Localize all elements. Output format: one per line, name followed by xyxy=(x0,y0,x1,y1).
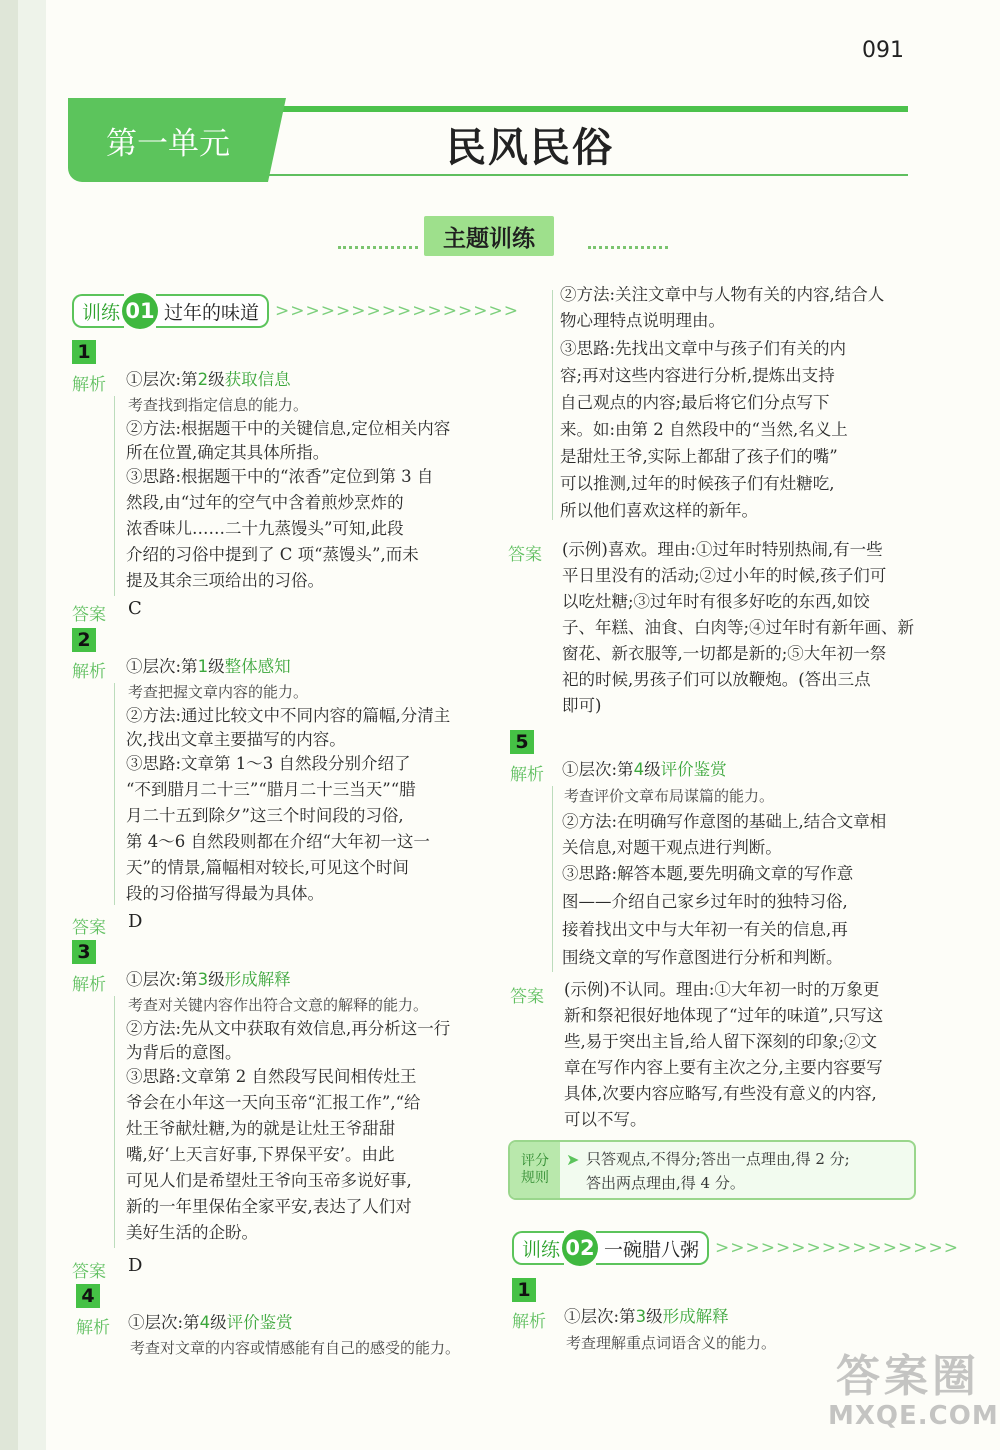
level-line: ①层次:第3级形成解释 xyxy=(126,970,291,989)
level-line: ①层次:第4级评价鉴赏 xyxy=(128,1313,293,1332)
answer-label: 答案 xyxy=(510,987,544,1007)
answer-label: 答案 xyxy=(508,545,542,565)
answer-line: 祀的时候,男孩子们可以放鞭炮。(答出三点 xyxy=(562,670,871,689)
analysis-rule xyxy=(114,683,115,905)
training-01-header xyxy=(72,293,519,329)
answer-label: 答案 xyxy=(72,918,106,938)
training-title: 一碗腊八粥 xyxy=(596,1231,709,1265)
question-number: 1 xyxy=(512,1278,536,1302)
idea-line: “不到腊月二十三”“腊月二十三当天”“腊 xyxy=(126,780,416,799)
scoring-rule-label: 评分 规则 xyxy=(510,1142,560,1198)
unit-header-underline xyxy=(250,174,908,176)
method-line: ②方法:通过比较文中不同内容的篇幅,分清主 xyxy=(126,706,451,725)
idea-line: 所以他们喜欢这样的新年。 xyxy=(560,501,758,520)
idea-line: 是甜灶王爷,实际上都甜了孩子们的嘴” xyxy=(560,447,838,466)
idea-line: 可见人们是希望灶王爷向玉帝多说好事, xyxy=(126,1171,412,1190)
analysis-rule xyxy=(114,996,115,1248)
answer-label: 答案 xyxy=(72,1262,106,1282)
idea-line: 然段,由“过年的空气中含着煎炒烹炸的 xyxy=(126,493,404,512)
idea-line: 容;再对这些内容进行分析,提炼出支持 xyxy=(560,366,835,385)
answer-line: 新和祭祀很好地体现了“过年的味道”,只写这 xyxy=(564,1006,884,1025)
analysis-label: 解析 xyxy=(72,662,106,682)
level-line: ①层次:第1级整体感知 xyxy=(126,657,291,676)
idea-line: 图——介绍自己家乡过年时的独特习俗, xyxy=(562,892,848,911)
idea-line: 来。如:由第 2 自然段中的“当然,名义上 xyxy=(560,420,848,439)
analysis-rule xyxy=(114,396,115,596)
idea-line: 新的一年里保佑全家平安,表达了人们对 xyxy=(126,1197,412,1216)
analysis-label: 解析 xyxy=(510,765,544,785)
answer-line: 即可) xyxy=(562,696,602,715)
idea-line: ③思路:先找出文章中与孩子们有关的内 xyxy=(560,339,847,358)
analysis-label: 解析 xyxy=(76,1318,110,1338)
training-number: 02 xyxy=(562,1230,598,1266)
training-02-header xyxy=(512,1230,959,1266)
training-number: 01 xyxy=(122,293,158,329)
level-line: ①层次:第3级形成解释 xyxy=(564,1307,729,1326)
level-line: ①层次:第4级评价鉴赏 xyxy=(562,760,727,779)
training-label: 训练 xyxy=(512,1231,564,1265)
arrow-decoration: >>>>>>>>>>>>>>>> xyxy=(715,1238,959,1258)
answer-line: (示例)喜欢。理由:①过年时特别热闹,有一些 xyxy=(562,540,883,559)
analysis-rule xyxy=(552,290,553,520)
idea-line: 第 4～6 自然段则都在介绍“大年初一这一 xyxy=(126,832,430,851)
question-number: 2 xyxy=(72,628,96,652)
training-title: 过年的味道 xyxy=(156,294,269,328)
answer-line: 子、年糕、油食、白肉等;④过年时有新年画、新 xyxy=(562,618,915,637)
scoring-rule-line: 答出两点理由,得 4 分。 xyxy=(586,1174,745,1192)
idea-line: 嘴,好‘上天言好事,下界保平安’。由此 xyxy=(126,1145,395,1164)
method-line: 所在位置,确定其具体所指。 xyxy=(126,443,330,462)
question-number: 1 xyxy=(72,340,96,364)
section-badge-wrap xyxy=(338,212,668,262)
method-line: 物心理特点说明理由。 xyxy=(560,311,725,330)
dotted-divider-left xyxy=(338,246,418,249)
skill-note: 考查找到指定信息的能力。 xyxy=(128,396,309,414)
method-line: ②方法:先从文中获取有效信息,再分析这一行 xyxy=(126,1019,451,1038)
method-line: 为背后的意图。 xyxy=(126,1043,242,1062)
scoring-rule-line: 只答观点,不得分;答出一点理由,得 2 分; xyxy=(586,1150,850,1168)
method-line: ②方法:根据题干中的关键信息,定位相关内容 xyxy=(126,419,451,438)
unit-label: 第一单元 xyxy=(68,98,268,182)
idea-line: ③思路:解答本题,要先明确文章的写作意 xyxy=(562,864,854,883)
unit-title: 民风民俗 xyxy=(446,124,614,171)
answer-line: 具体,次要内容应略写,有些没有意义的内容, xyxy=(564,1084,877,1103)
answer-line: 可以不写。 xyxy=(564,1110,647,1129)
method-line: 关信息,对题干观点进行判断。 xyxy=(562,838,782,857)
skill-note: 考查对文章的内容或情感能有自己的感受的能力。 xyxy=(130,1339,461,1357)
idea-line: ③思路:文章第 2 自然段写民间相传灶王 xyxy=(126,1067,417,1086)
idea-line: 浓香味儿……二十九蒸馒头”可知,此段 xyxy=(126,519,404,538)
idea-line: 自己观点的内容;最后将它们分点写下 xyxy=(560,393,830,412)
idea-line: 月二十五到除夕”这三个时间段的习俗, xyxy=(126,806,404,825)
answer-value: D xyxy=(128,1255,143,1276)
question-number: 3 xyxy=(72,940,96,964)
scoring-rule-box xyxy=(508,1140,916,1200)
idea-line: 介绍的习俗中提到了 C 项“蒸馒头”,而未 xyxy=(126,545,419,564)
answer-line: 些,易于突出主旨,给人留下深刻的印象;②文 xyxy=(564,1032,878,1051)
arrow-decoration: >>>>>>>>>>>>>>>> xyxy=(275,301,519,321)
level-line: ①层次:第2级获取信息 xyxy=(126,370,291,389)
question-number: 5 xyxy=(510,730,534,754)
idea-line: 提及其余三项给出的习俗。 xyxy=(126,571,324,590)
idea-line: 段的习俗描写得最为具体。 xyxy=(126,884,324,903)
idea-line: 可以推测,过年的时候孩子们有灶糖吃, xyxy=(560,474,835,493)
skill-note: 考查理解重点词语含义的能力。 xyxy=(566,1334,777,1352)
idea-line: ③思路:根据题干中的“浓香”定位到第 3 自 xyxy=(126,467,434,486)
analysis-label: 解析 xyxy=(72,375,106,395)
arrow-right-icon: ➤ xyxy=(566,1150,580,1169)
idea-line: 接着找出文中与大年初一有关的信息,再 xyxy=(562,920,848,939)
answer-line: 平日里没有的活动;②过小年的时候,孩子们可 xyxy=(562,566,887,585)
section-badge: 主题训练 xyxy=(424,216,554,256)
question-number: 4 xyxy=(76,1284,100,1308)
dotted-divider-right xyxy=(588,246,668,249)
skill-note: 考查把握文章内容的能力。 xyxy=(128,683,309,701)
answer-value: D xyxy=(128,911,143,932)
analysis-rule xyxy=(552,786,553,972)
answer-line: 章在写作内容上要有主次之分,主要内容要写 xyxy=(564,1058,883,1077)
answer-label: 答案 xyxy=(72,605,106,625)
idea-line: ③思路:文章第 1～3 自然段分别介绍了 xyxy=(126,754,411,773)
idea-line: 天”的情景,篇幅相对较长,可见这个时间 xyxy=(126,858,409,877)
idea-line: 围绕文章的写作意图进行分析和判断。 xyxy=(562,948,843,967)
watermark-logo: 答案圈 MXQE.COM xyxy=(828,1351,999,1431)
analysis-label: 解析 xyxy=(72,975,106,995)
page-edge-strip xyxy=(0,0,18,1450)
skill-note: 考查评价文章布局谋篇的能力。 xyxy=(564,787,775,805)
idea-line: 灶王爷献灶糖,为的就是让灶王爷甜甜 xyxy=(126,1119,396,1138)
training-label: 训练 xyxy=(72,294,124,328)
idea-line: 爷会在小年这一天向玉帝“汇报工作”,“给 xyxy=(126,1093,421,1112)
method-line: ②方法:在明确写作意图的基础上,结合文章相 xyxy=(562,812,887,831)
skill-note: 考查对关键内容作出符合文意的解释的能力。 xyxy=(128,996,429,1014)
analysis-label: 解析 xyxy=(512,1312,546,1332)
method-line: ②方法:关注文章中与人物有关的内容,结合人 xyxy=(560,285,885,304)
answer-line: 以吃灶糖;③过年时有很多好吃的东西,如饺 xyxy=(562,592,870,611)
page-number: 091 xyxy=(862,38,904,63)
method-line: 次,找出文章主要描写的内容。 xyxy=(126,730,346,749)
answer-line: 窗花、新衣服等,一切都是新的;⑤大年初一祭 xyxy=(562,644,887,663)
answer-line: (示例)不认同。理由:①大年初一时的万象更 xyxy=(564,980,880,999)
idea-line: 美好生活的企盼。 xyxy=(126,1223,258,1242)
answer-value: C xyxy=(128,598,142,619)
